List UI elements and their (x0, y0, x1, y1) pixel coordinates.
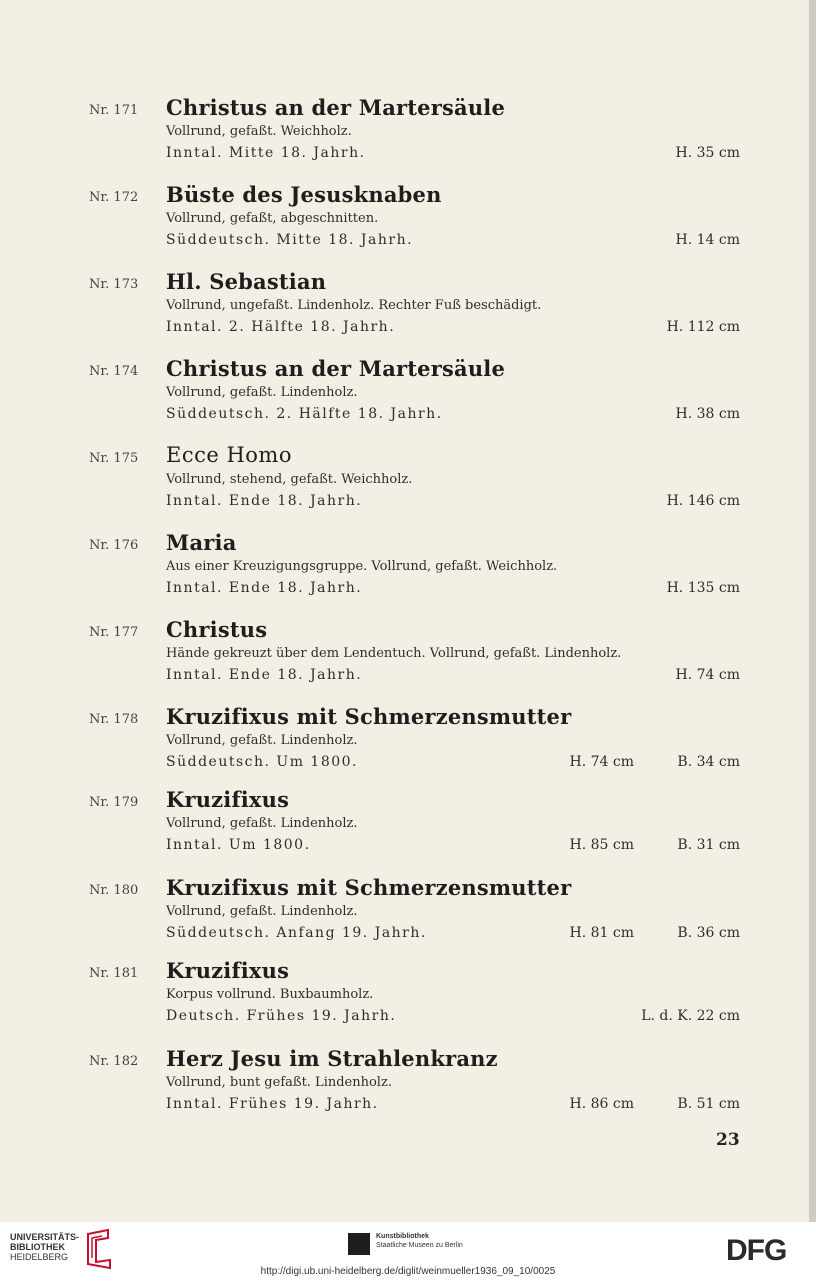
entry-height: H. 74 cm (569, 754, 634, 770)
entry-height: H. 85 cm (569, 837, 634, 853)
entry-172 (0, 182, 809, 270)
entry-number: Nr. 173 (89, 277, 139, 292)
entry-number: Nr. 182 (89, 1054, 139, 1069)
entry-height: H. 135 cm (666, 580, 740, 596)
entry-description: Aus einer Kreuzigungsgruppe. Vollrund, gefaßt. Weichholz. (166, 559, 558, 574)
entry-height: H. 74 cm (675, 667, 740, 683)
ub-heidelberg-logo[interactable] (10, 1232, 79, 1262)
kunstbibliothek-logo[interactable] (348, 1230, 508, 1260)
entry-origin: Inntal. Um 1800. (166, 837, 311, 853)
entry-title: Kruzifixus (166, 958, 290, 983)
entry-number: Nr. 175 (89, 451, 139, 466)
page-number: 23 (716, 1130, 740, 1150)
ub-logo-line1: UNIVERSITÄTS- (10, 1232, 80, 1242)
entry-180 (0, 875, 809, 963)
entry-number: Nr. 179 (89, 795, 139, 810)
entry-number: Nr. 177 (89, 625, 139, 640)
kb-line1: Kunstbibliothek (376, 1233, 429, 1240)
entry-height: H. 112 cm (666, 319, 740, 335)
entry-number: Nr. 172 (89, 190, 139, 205)
entry-origin: Süddeutsch. Mitte 18. Jahrh. (166, 232, 414, 248)
entry-title: Kruzifixus mit Schmerzensmutter (166, 875, 572, 900)
entry-width: B. 31 cm (677, 837, 740, 853)
ub-logo-line3: HEIDELBERG (10, 1252, 69, 1262)
entry-title: Herz Jesu im Strahlenkranz (166, 1046, 498, 1071)
entry-origin: Inntal. Ende 18. Jahrh. (166, 667, 363, 683)
entry-origin: Deutsch. Frühes 19. Jahrh. (166, 1008, 397, 1024)
entry-origin: Süddeutsch. Um 1800. (166, 754, 359, 770)
entry-origin: Inntal. Ende 18. Jahrh. (166, 493, 363, 509)
entry-description: Vollrund, gefaßt. Lindenholz. (166, 904, 358, 919)
entry-description: Vollrund, gefaßt. Lindenholz. (166, 816, 358, 831)
entry-height: H. 81 cm (569, 925, 634, 941)
entry-number: Nr. 178 (89, 712, 139, 727)
entry-width: B. 36 cm (677, 925, 740, 941)
source-url[interactable]: http://digi.ub.uni-heidelberg.de/diglit/weinmueller1936_09_10/0025 (260, 1266, 556, 1277)
kunstbibliothek-square-icon (348, 1233, 370, 1255)
entry-width: B. 34 cm (677, 754, 740, 770)
entry-title: Christus an der Martersäule (166, 95, 506, 120)
entry-description: Vollrund, gefaßt. Lindenholz. (166, 733, 358, 748)
entry-origin: Süddeutsch. 2. Hälfte 18. Jahrh. (166, 406, 443, 422)
entry-182 (0, 1046, 809, 1134)
entry-description: Vollrund, bunt gefaßt. Lindenholz. (166, 1075, 392, 1090)
entry-description: Vollrund, gefaßt. Lindenholz. (166, 385, 358, 400)
entry-length: L. d. K. 22 cm (641, 1008, 740, 1024)
entry-height: H. 86 cm (569, 1096, 634, 1112)
entry-width: B. 51 cm (677, 1096, 740, 1112)
entry-height: H. 35 cm (675, 145, 740, 161)
entry-height: H. 14 cm (675, 232, 740, 248)
entry-176 (0, 530, 809, 618)
entry-number: Nr. 176 (89, 538, 139, 553)
entry-title: Ecce Homo (166, 443, 292, 467)
entry-181 (0, 958, 809, 1046)
entry-description: Vollrund, gefaßt. Weichholz. (166, 124, 352, 139)
kb-line2: Staatliche Museen zu Berlin (376, 1242, 463, 1249)
entry-height: H. 146 cm (666, 493, 740, 509)
entry-177 (0, 617, 809, 705)
ub-logo-line2: BIBLIOTHEK (10, 1242, 65, 1252)
entry-178 (0, 704, 809, 792)
entry-number: Nr. 171 (89, 103, 139, 118)
entry-description: Korpus vollrund. Buxbaumholz. (166, 987, 374, 1002)
dfg-logo[interactable]: DFG (726, 1234, 787, 1267)
entry-origin: Inntal. Ende 18. Jahrh. (166, 580, 363, 596)
entry-175 (0, 443, 809, 531)
entry-title: Christus an der Martersäule (166, 356, 506, 381)
entry-174 (0, 356, 809, 444)
entry-number: Nr. 174 (89, 364, 139, 379)
entry-number: Nr. 181 (89, 966, 139, 981)
entry-origin: Süddeutsch. Anfang 19. Jahrh. (166, 925, 427, 941)
page-edge (809, 0, 816, 1222)
entry-title: Kruzifixus mit Schmerzensmutter (166, 704, 572, 729)
entry-179 (0, 787, 809, 875)
entry-origin: Inntal. Frühes 19. Jahrh. (166, 1096, 379, 1112)
entry-description: Vollrund, ungefaßt. Lindenholz. Rechter Fuß beschädigt. (166, 298, 542, 313)
entry-number: Nr. 180 (89, 883, 139, 898)
entry-title: Christus (166, 617, 268, 642)
entry-title: Büste des Jesusknaben (166, 182, 442, 207)
entry-origin: Inntal. Mitte 18. Jahrh. (166, 145, 366, 161)
entry-height: H. 38 cm (675, 406, 740, 422)
entry-171 (0, 95, 809, 183)
entry-description: Hände gekreuzt über dem Lendentuch. Vollrund, gefaßt. Lindenholz. (166, 646, 622, 661)
entry-title: Maria (166, 530, 237, 555)
entry-title: Kruzifixus (166, 787, 290, 812)
ub-seal-icon (84, 1228, 114, 1270)
entry-origin: Inntal. 2. Hälfte 18. Jahrh. (166, 319, 396, 335)
entry-description: Vollrund, gefaßt, abgeschnitten. (166, 211, 379, 226)
entry-title: Hl. Sebastian (166, 269, 327, 294)
entry-description: Vollrund, stehend, gefaßt. Weichholz. (166, 472, 413, 487)
entry-173 (0, 269, 809, 357)
